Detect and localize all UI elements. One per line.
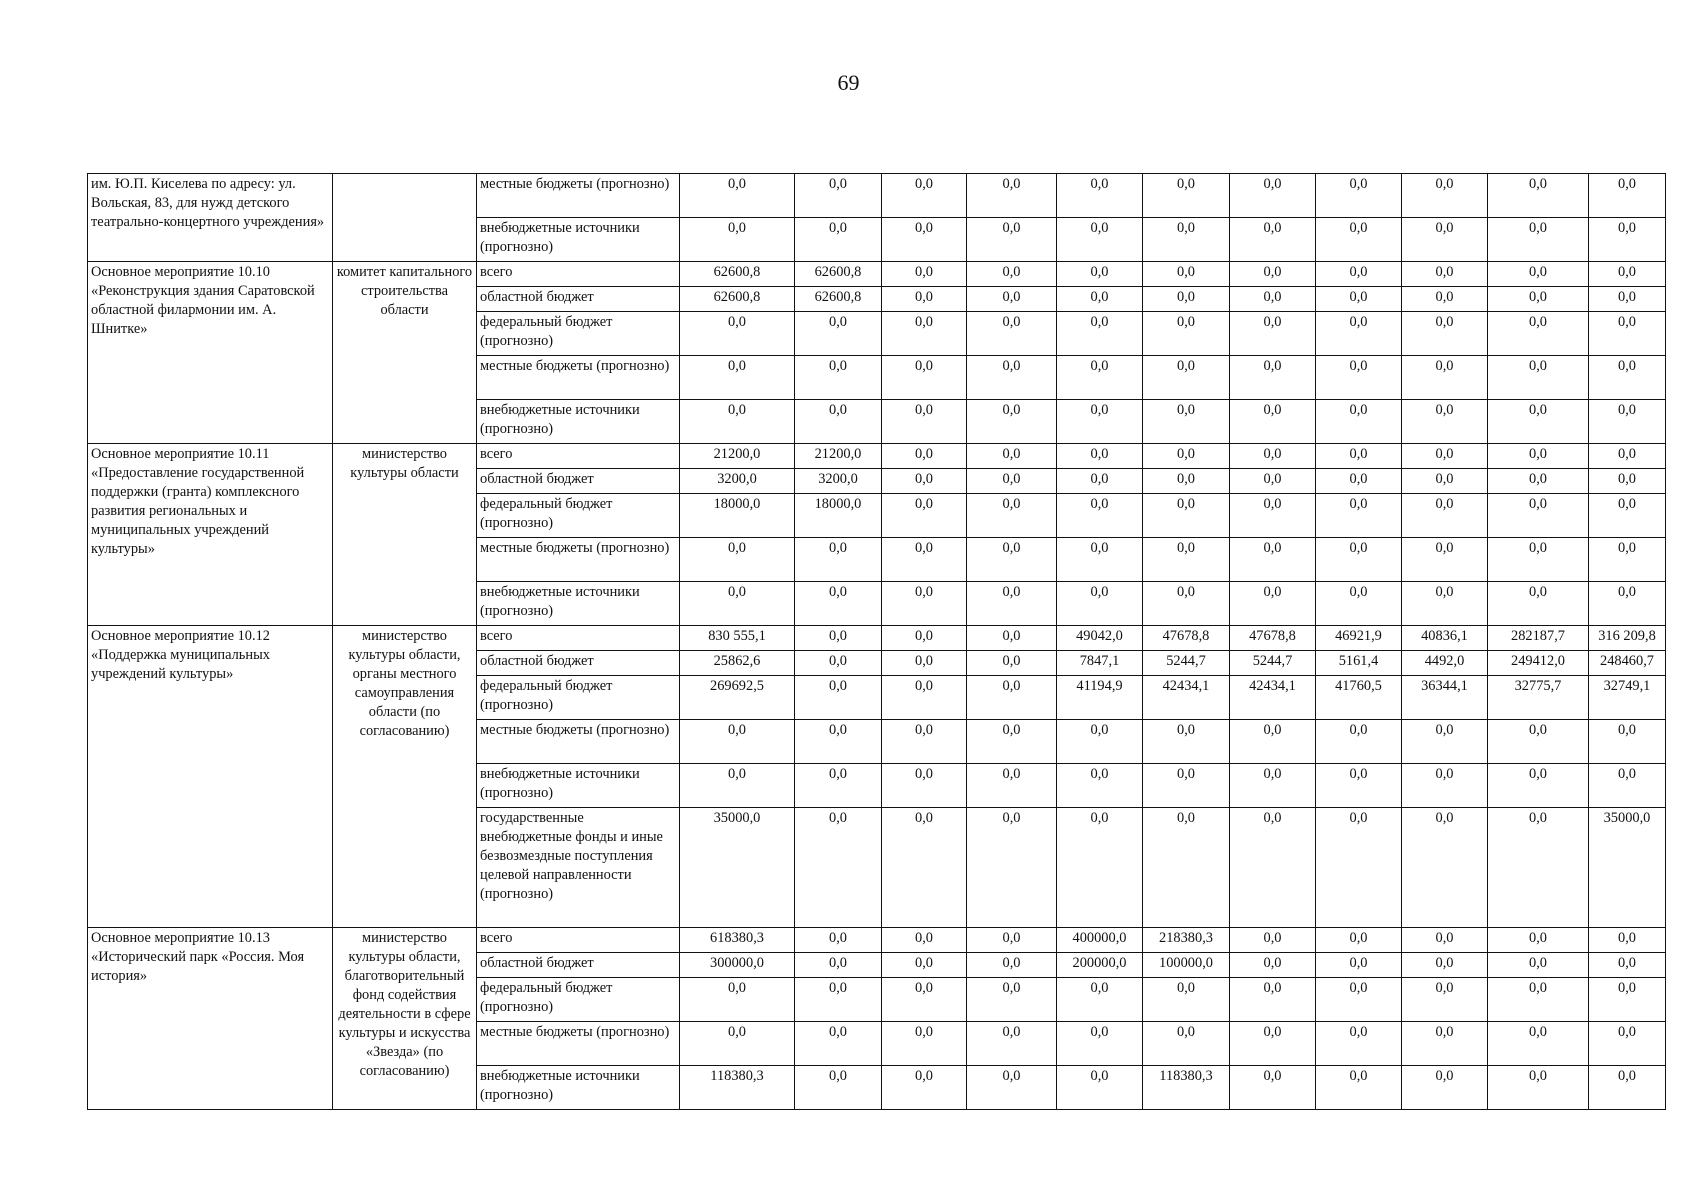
funding-source-cell: всего bbox=[477, 928, 680, 953]
amount-cell: 0,0 bbox=[1057, 978, 1143, 1022]
amount-cell: 0,0 bbox=[680, 218, 795, 262]
amount-cell: 62600,8 bbox=[795, 262, 882, 287]
table-row bbox=[88, 928, 1666, 953]
amount-cell: 0,0 bbox=[1057, 174, 1143, 218]
amount-cell: 0,0 bbox=[1230, 720, 1316, 764]
amount-cell: 0,0 bbox=[1589, 538, 1666, 582]
funding-source-cell: внебюджетные источники (прогнозно) bbox=[477, 582, 680, 626]
funding-source-cell: федеральный бюджет (прогнозно) bbox=[477, 676, 680, 720]
amount-cell: 0,0 bbox=[967, 626, 1057, 651]
amount-cell: 21200,0 bbox=[795, 444, 882, 469]
amount-cell: 62600,8 bbox=[680, 287, 795, 312]
amount-cell: 0,0 bbox=[1402, 287, 1488, 312]
amount-cell: 0,0 bbox=[1316, 538, 1402, 582]
amount-cell: 0,0 bbox=[1488, 287, 1589, 312]
amount-cell: 0,0 bbox=[1488, 174, 1589, 218]
amount-cell: 0,0 bbox=[1589, 262, 1666, 287]
amount-cell: 0,0 bbox=[967, 978, 1057, 1022]
amount-cell: 100000,0 bbox=[1143, 953, 1230, 978]
amount-cell: 0,0 bbox=[1316, 978, 1402, 1022]
amount-cell: 0,0 bbox=[1589, 469, 1666, 494]
amount-cell: 0,0 bbox=[967, 312, 1057, 356]
amount-cell: 0,0 bbox=[1488, 720, 1589, 764]
page-number: 69 bbox=[837, 70, 860, 95]
amount-cell: 0,0 bbox=[1230, 1022, 1316, 1066]
amount-cell: 0,0 bbox=[795, 978, 882, 1022]
amount-cell: 3200,0 bbox=[680, 469, 795, 494]
funding-source-cell: местные бюджеты (прогнозно) bbox=[477, 356, 680, 400]
funding-source-cell: внебюджетные источники (прогнозно) bbox=[477, 400, 680, 444]
amount-cell: 0,0 bbox=[1143, 1022, 1230, 1066]
amount-cell: 0,0 bbox=[680, 764, 795, 808]
amount-cell: 0,0 bbox=[1589, 444, 1666, 469]
amount-cell: 0,0 bbox=[1589, 953, 1666, 978]
amount-cell: 47678,8 bbox=[1143, 626, 1230, 651]
amount-cell: 0,0 bbox=[882, 444, 967, 469]
table-row bbox=[88, 174, 1666, 218]
budget-table bbox=[87, 173, 1666, 1110]
amount-cell: 0,0 bbox=[1488, 808, 1589, 928]
amount-cell: 249412,0 bbox=[1488, 651, 1589, 676]
amount-cell: 0,0 bbox=[1057, 218, 1143, 262]
amount-cell: 0,0 bbox=[882, 626, 967, 651]
amount-cell: 0,0 bbox=[1589, 356, 1666, 400]
amount-cell: 0,0 bbox=[1488, 538, 1589, 582]
amount-cell: 32775,7 bbox=[1488, 676, 1589, 720]
amount-cell: 0,0 bbox=[1488, 262, 1589, 287]
amount-cell: 0,0 bbox=[1402, 312, 1488, 356]
amount-cell: 0,0 bbox=[795, 174, 882, 218]
table-row bbox=[88, 262, 1666, 287]
amount-cell: 0,0 bbox=[795, 1022, 882, 1066]
amount-cell: 42434,1 bbox=[1143, 676, 1230, 720]
funding-source-cell: местные бюджеты (прогнозно) bbox=[477, 720, 680, 764]
amount-cell: 0,0 bbox=[1488, 928, 1589, 953]
amount-cell: 0,0 bbox=[967, 287, 1057, 312]
amount-cell: 0,0 bbox=[1402, 262, 1488, 287]
amount-cell: 0,0 bbox=[882, 953, 967, 978]
amount-cell: 0,0 bbox=[1316, 720, 1402, 764]
amount-cell: 282187,7 bbox=[1488, 626, 1589, 651]
amount-cell: 0,0 bbox=[1488, 444, 1589, 469]
amount-cell: 0,0 bbox=[1589, 582, 1666, 626]
amount-cell: 0,0 bbox=[1230, 444, 1316, 469]
amount-cell: 400000,0 bbox=[1057, 928, 1143, 953]
amount-cell: 0,0 bbox=[1143, 356, 1230, 400]
amount-cell: 0,0 bbox=[680, 174, 795, 218]
amount-cell: 0,0 bbox=[967, 356, 1057, 400]
amount-cell: 0,0 bbox=[1230, 287, 1316, 312]
amount-cell: 0,0 bbox=[967, 953, 1057, 978]
amount-cell: 0,0 bbox=[882, 494, 967, 538]
amount-cell: 0,0 bbox=[1402, 808, 1488, 928]
amount-cell: 0,0 bbox=[1488, 218, 1589, 262]
amount-cell: 25862,6 bbox=[680, 651, 795, 676]
event-name-cell: Основное мероприятие 10.13 «Исторический парк «Россия. Моя история» bbox=[88, 928, 333, 1110]
amount-cell: 0,0 bbox=[795, 720, 882, 764]
amount-cell: 5244,7 bbox=[1230, 651, 1316, 676]
amount-cell: 0,0 bbox=[967, 651, 1057, 676]
amount-cell: 0,0 bbox=[1143, 174, 1230, 218]
amount-cell: 0,0 bbox=[1402, 1066, 1488, 1110]
amount-cell: 0,0 bbox=[1316, 262, 1402, 287]
amount-cell: 40836,1 bbox=[1402, 626, 1488, 651]
amount-cell: 0,0 bbox=[1316, 928, 1402, 953]
funding-source-cell: местные бюджеты (прогнозно) bbox=[477, 1022, 680, 1066]
amount-cell: 0,0 bbox=[1316, 287, 1402, 312]
amount-cell: 0,0 bbox=[1589, 400, 1666, 444]
amount-cell: 0,0 bbox=[1402, 720, 1488, 764]
amount-cell: 0,0 bbox=[882, 262, 967, 287]
amount-cell: 0,0 bbox=[1057, 538, 1143, 582]
amount-cell: 0,0 bbox=[1316, 469, 1402, 494]
amount-cell: 4492,0 bbox=[1402, 651, 1488, 676]
amount-cell: 0,0 bbox=[967, 1066, 1057, 1110]
amount-cell: 0,0 bbox=[1589, 764, 1666, 808]
amount-cell: 0,0 bbox=[1316, 312, 1402, 356]
amount-cell: 0,0 bbox=[1402, 978, 1488, 1022]
event-name-cell: Основное мероприятие 10.10 «Реконструкция здания Саратовской областной филармонии им. А. Шнитке» bbox=[88, 262, 333, 444]
amount-cell: 0,0 bbox=[680, 720, 795, 764]
amount-cell: 0,0 bbox=[1316, 400, 1402, 444]
amount-cell: 0,0 bbox=[967, 764, 1057, 808]
amount-cell: 0,0 bbox=[1488, 312, 1589, 356]
amount-cell: 0,0 bbox=[1230, 538, 1316, 582]
amount-cell: 0,0 bbox=[1589, 978, 1666, 1022]
amount-cell: 0,0 bbox=[1488, 764, 1589, 808]
amount-cell: 0,0 bbox=[1057, 494, 1143, 538]
table-row bbox=[88, 626, 1666, 651]
amount-cell: 0,0 bbox=[1589, 218, 1666, 262]
funding-source-cell: внебюджетные источники (прогнозно) bbox=[477, 764, 680, 808]
funding-source-cell: всего bbox=[477, 262, 680, 287]
amount-cell: 0,0 bbox=[882, 928, 967, 953]
amount-cell: 0,0 bbox=[967, 469, 1057, 494]
amount-cell: 0,0 bbox=[882, 469, 967, 494]
amount-cell: 0,0 bbox=[1230, 218, 1316, 262]
funding-source-cell: местные бюджеты (прогнозно) bbox=[477, 538, 680, 582]
funding-source-cell: областной бюджет bbox=[477, 953, 680, 978]
amount-cell: 46921,9 bbox=[1316, 626, 1402, 651]
amount-cell: 0,0 bbox=[1230, 400, 1316, 444]
amount-cell: 0,0 bbox=[882, 764, 967, 808]
amount-cell: 41760,5 bbox=[1316, 676, 1402, 720]
amount-cell: 0,0 bbox=[795, 808, 882, 928]
amount-cell: 0,0 bbox=[1143, 262, 1230, 287]
amount-cell: 0,0 bbox=[680, 538, 795, 582]
amount-cell: 0,0 bbox=[882, 720, 967, 764]
amount-cell: 0,0 bbox=[680, 978, 795, 1022]
amount-cell: 0,0 bbox=[1488, 953, 1589, 978]
amount-cell: 0,0 bbox=[1143, 469, 1230, 494]
amount-cell: 0,0 bbox=[1230, 928, 1316, 953]
amount-cell: 200000,0 bbox=[1057, 953, 1143, 978]
amount-cell: 0,0 bbox=[967, 538, 1057, 582]
amount-cell: 18000,0 bbox=[795, 494, 882, 538]
amount-cell: 0,0 bbox=[795, 1066, 882, 1110]
amount-cell: 0,0 bbox=[1316, 582, 1402, 626]
amount-cell: 0,0 bbox=[1143, 218, 1230, 262]
amount-cell: 0,0 bbox=[1402, 494, 1488, 538]
funding-source-cell: внебюджетные источники (прогнозно) bbox=[477, 1066, 680, 1110]
amount-cell: 0,0 bbox=[1402, 469, 1488, 494]
amount-cell: 0,0 bbox=[1402, 764, 1488, 808]
funding-source-cell: областной бюджет bbox=[477, 651, 680, 676]
amount-cell: 0,0 bbox=[1143, 444, 1230, 469]
amount-cell: 0,0 bbox=[882, 218, 967, 262]
amount-cell: 0,0 bbox=[967, 808, 1057, 928]
amount-cell: 0,0 bbox=[1488, 400, 1589, 444]
amount-cell: 0,0 bbox=[967, 444, 1057, 469]
amount-cell: 0,0 bbox=[1057, 444, 1143, 469]
amount-cell: 0,0 bbox=[882, 808, 967, 928]
amount-cell: 0,0 bbox=[1230, 262, 1316, 287]
amount-cell: 0,0 bbox=[1057, 400, 1143, 444]
amount-cell: 0,0 bbox=[1488, 494, 1589, 538]
amount-cell: 0,0 bbox=[1402, 356, 1488, 400]
amount-cell: 41194,9 bbox=[1057, 676, 1143, 720]
amount-cell: 0,0 bbox=[1589, 312, 1666, 356]
amount-cell: 7847,1 bbox=[1057, 651, 1143, 676]
table-row bbox=[88, 444, 1666, 469]
amount-cell: 118380,3 bbox=[680, 1066, 795, 1110]
amount-cell: 269692,5 bbox=[680, 676, 795, 720]
amount-cell: 0,0 bbox=[882, 978, 967, 1022]
amount-cell: 0,0 bbox=[967, 174, 1057, 218]
amount-cell: 248460,7 bbox=[1589, 651, 1666, 676]
amount-cell: 0,0 bbox=[967, 1022, 1057, 1066]
amount-cell: 0,0 bbox=[1057, 1066, 1143, 1110]
amount-cell: 0,0 bbox=[1230, 1066, 1316, 1110]
amount-cell: 0,0 bbox=[882, 1022, 967, 1066]
amount-cell: 0,0 bbox=[1589, 174, 1666, 218]
amount-cell: 0,0 bbox=[1230, 356, 1316, 400]
amount-cell: 0,0 bbox=[967, 676, 1057, 720]
amount-cell: 0,0 bbox=[1230, 494, 1316, 538]
amount-cell: 0,0 bbox=[1589, 287, 1666, 312]
amount-cell: 316 209,8 bbox=[1589, 626, 1666, 651]
amount-cell: 0,0 bbox=[967, 400, 1057, 444]
amount-cell: 35000,0 bbox=[680, 808, 795, 928]
amount-cell: 118380,3 bbox=[1143, 1066, 1230, 1110]
amount-cell: 0,0 bbox=[1057, 262, 1143, 287]
executor-cell: министерство культуры области, благотворительный фонд содействия деятельности в сфере культуры и искусства «Звезда» (по согласованию) bbox=[333, 928, 477, 1110]
amount-cell: 0,0 bbox=[1057, 1022, 1143, 1066]
amount-cell: 0,0 bbox=[1230, 764, 1316, 808]
amount-cell: 0,0 bbox=[1143, 720, 1230, 764]
amount-cell: 0,0 bbox=[1488, 978, 1589, 1022]
amount-cell: 0,0 bbox=[1230, 808, 1316, 928]
amount-cell: 0,0 bbox=[1230, 582, 1316, 626]
amount-cell: 0,0 bbox=[1402, 400, 1488, 444]
amount-cell: 0,0 bbox=[1316, 1022, 1402, 1066]
funding-source-cell: федеральный бюджет (прогнозно) bbox=[477, 312, 680, 356]
funding-source-cell: местные бюджеты (прогнозно) bbox=[477, 174, 680, 218]
amount-cell: 0,0 bbox=[1230, 469, 1316, 494]
amount-cell: 49042,0 bbox=[1057, 626, 1143, 651]
amount-cell: 0,0 bbox=[1057, 764, 1143, 808]
funding-source-cell: государственные внебюджетные фонды и иные безвозмездные поступления целевой направленности (прогнозно) bbox=[477, 808, 680, 928]
amount-cell: 0,0 bbox=[1316, 953, 1402, 978]
amount-cell: 0,0 bbox=[882, 174, 967, 218]
amount-cell: 0,0 bbox=[795, 953, 882, 978]
amount-cell: 0,0 bbox=[1143, 808, 1230, 928]
funding-source-cell: внебюджетные источники (прогнозно) bbox=[477, 218, 680, 262]
amount-cell: 0,0 bbox=[967, 262, 1057, 287]
amount-cell: 0,0 bbox=[1143, 312, 1230, 356]
amount-cell: 0,0 bbox=[882, 582, 967, 626]
executor-cell bbox=[333, 174, 477, 262]
amount-cell: 47678,8 bbox=[1230, 626, 1316, 651]
amount-cell: 0,0 bbox=[1402, 444, 1488, 469]
amount-cell: 300000,0 bbox=[680, 953, 795, 978]
amount-cell: 0,0 bbox=[1402, 218, 1488, 262]
amount-cell: 0,0 bbox=[1316, 1066, 1402, 1110]
funding-source-cell: всего bbox=[477, 444, 680, 469]
amount-cell: 0,0 bbox=[882, 287, 967, 312]
amount-cell: 0,0 bbox=[1057, 287, 1143, 312]
amount-cell: 0,0 bbox=[1402, 538, 1488, 582]
amount-cell: 0,0 bbox=[967, 928, 1057, 953]
amount-cell: 0,0 bbox=[680, 400, 795, 444]
amount-cell: 0,0 bbox=[1488, 356, 1589, 400]
amount-cell: 0,0 bbox=[1057, 720, 1143, 764]
amount-cell: 830 555,1 bbox=[680, 626, 795, 651]
amount-cell: 0,0 bbox=[882, 312, 967, 356]
executor-cell: министерство культуры области bbox=[333, 444, 477, 626]
amount-cell: 0,0 bbox=[795, 218, 882, 262]
amount-cell: 0,0 bbox=[1402, 174, 1488, 218]
amount-cell: 0,0 bbox=[1057, 312, 1143, 356]
table-body bbox=[88, 174, 1666, 1110]
amount-cell: 21200,0 bbox=[680, 444, 795, 469]
amount-cell: 0,0 bbox=[1316, 356, 1402, 400]
amount-cell: 0,0 bbox=[680, 1022, 795, 1066]
amount-cell: 0,0 bbox=[795, 356, 882, 400]
amount-cell: 0,0 bbox=[680, 582, 795, 626]
amount-cell: 0,0 bbox=[1402, 1022, 1488, 1066]
amount-cell: 0,0 bbox=[967, 582, 1057, 626]
amount-cell: 0,0 bbox=[1143, 538, 1230, 582]
amount-cell: 0,0 bbox=[795, 400, 882, 444]
funding-source-cell: федеральный бюджет (прогнозно) bbox=[477, 978, 680, 1022]
amount-cell: 0,0 bbox=[1143, 287, 1230, 312]
amount-cell: 0,0 bbox=[795, 764, 882, 808]
funding-source-cell: федеральный бюджет (прогнозно) bbox=[477, 494, 680, 538]
amount-cell: 0,0 bbox=[1316, 174, 1402, 218]
amount-cell: 0,0 bbox=[1488, 469, 1589, 494]
amount-cell: 0,0 bbox=[680, 312, 795, 356]
amount-cell: 0,0 bbox=[1230, 953, 1316, 978]
amount-cell: 0,0 bbox=[1057, 808, 1143, 928]
amount-cell: 0,0 bbox=[882, 651, 967, 676]
amount-cell: 35000,0 bbox=[1589, 808, 1666, 928]
amount-cell: 5161,4 bbox=[1316, 651, 1402, 676]
amount-cell: 62600,8 bbox=[795, 287, 882, 312]
executor-cell: комитет капитального строительства области bbox=[333, 262, 477, 444]
amount-cell: 0,0 bbox=[795, 538, 882, 582]
amount-cell: 32749,1 bbox=[1589, 676, 1666, 720]
amount-cell: 218380,3 bbox=[1143, 928, 1230, 953]
amount-cell: 0,0 bbox=[1402, 928, 1488, 953]
amount-cell: 0,0 bbox=[795, 928, 882, 953]
event-name-cell: Основное мероприятие 10.11 «Предоставление государственной поддержки (гранта) комплексного развития региональных и муниципальных учреждений культуры» bbox=[88, 444, 333, 626]
amount-cell: 0,0 bbox=[1230, 312, 1316, 356]
amount-cell: 618380,3 bbox=[680, 928, 795, 953]
amount-cell: 0,0 bbox=[882, 538, 967, 582]
amount-cell: 3200,0 bbox=[795, 469, 882, 494]
amount-cell: 36344,1 bbox=[1402, 676, 1488, 720]
amount-cell: 0,0 bbox=[1230, 978, 1316, 1022]
amount-cell: 0,0 bbox=[680, 356, 795, 400]
amount-cell: 0,0 bbox=[882, 400, 967, 444]
amount-cell: 0,0 bbox=[882, 356, 967, 400]
amount-cell: 0,0 bbox=[1589, 1066, 1666, 1110]
amount-cell: 0,0 bbox=[967, 218, 1057, 262]
amount-cell: 0,0 bbox=[1589, 928, 1666, 953]
amount-cell: 0,0 bbox=[1316, 444, 1402, 469]
amount-cell: 18000,0 bbox=[680, 494, 795, 538]
amount-cell: 0,0 bbox=[1143, 494, 1230, 538]
event-name-cell: им. Ю.П. Киселева по адресу: ул. Вольская, 83, для нужд детского театрально-концертного учреждения» bbox=[88, 174, 333, 262]
funding-source-cell: всего bbox=[477, 626, 680, 651]
amount-cell: 0,0 bbox=[795, 626, 882, 651]
amount-cell: 0,0 bbox=[795, 676, 882, 720]
amount-cell: 0,0 bbox=[1143, 582, 1230, 626]
amount-cell: 0,0 bbox=[1057, 582, 1143, 626]
executor-cell: министерство культуры области, органы местного самоуправления области (по согласованию) bbox=[333, 626, 477, 928]
amount-cell: 0,0 bbox=[967, 720, 1057, 764]
amount-cell: 0,0 bbox=[1488, 1066, 1589, 1110]
amount-cell: 0,0 bbox=[1589, 1022, 1666, 1066]
amount-cell: 42434,1 bbox=[1230, 676, 1316, 720]
amount-cell: 0,0 bbox=[1057, 356, 1143, 400]
event-name-cell: Основное мероприятие 10.12 «Поддержка муниципальных учреждений культуры» bbox=[88, 626, 333, 928]
amount-cell: 5244,7 bbox=[1143, 651, 1230, 676]
amount-cell: 0,0 bbox=[1143, 978, 1230, 1022]
amount-cell: 0,0 bbox=[795, 582, 882, 626]
amount-cell: 0,0 bbox=[1589, 720, 1666, 764]
amount-cell: 0,0 bbox=[1316, 218, 1402, 262]
amount-cell: 0,0 bbox=[1589, 494, 1666, 538]
amount-cell: 0,0 bbox=[1316, 764, 1402, 808]
amount-cell: 0,0 bbox=[1230, 174, 1316, 218]
amount-cell: 0,0 bbox=[882, 676, 967, 720]
amount-cell: 0,0 bbox=[795, 312, 882, 356]
amount-cell: 0,0 bbox=[967, 494, 1057, 538]
amount-cell: 0,0 bbox=[882, 1066, 967, 1110]
amount-cell: 0,0 bbox=[1057, 469, 1143, 494]
amount-cell: 0,0 bbox=[1402, 582, 1488, 626]
amount-cell: 0,0 bbox=[1143, 400, 1230, 444]
funding-source-cell: областной бюджет bbox=[477, 287, 680, 312]
amount-cell: 0,0 bbox=[795, 651, 882, 676]
amount-cell: 0,0 bbox=[1143, 764, 1230, 808]
amount-cell: 0,0 bbox=[1316, 808, 1402, 928]
amount-cell: 0,0 bbox=[1316, 494, 1402, 538]
funding-source-cell: областной бюджет bbox=[477, 469, 680, 494]
amount-cell: 0,0 bbox=[1488, 582, 1589, 626]
amount-cell: 0,0 bbox=[1488, 1022, 1589, 1066]
amount-cell: 62600,8 bbox=[680, 262, 795, 287]
amount-cell: 0,0 bbox=[1402, 953, 1488, 978]
